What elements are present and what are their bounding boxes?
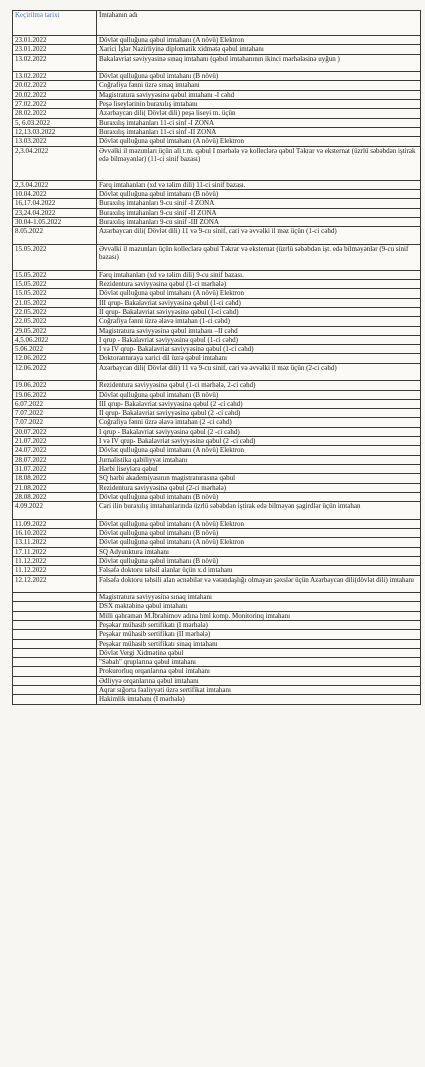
exam-date-cell: [13, 602, 97, 611]
table-row: [13, 298, 421, 307]
exam-name-cell: Peşəkar mühasib sertifikatı sınaq imtahanı: [97, 639, 421, 648]
exam-name-cell: III qrup- Bakalavriat səviyyəsinə qəbul (2 -ci cəhd): [97, 399, 421, 408]
exam-date-cell: 5, 6.03.2022: [13, 118, 97, 127]
table-row: [13, 502, 421, 520]
table-row: [13, 190, 421, 199]
table-row: [13, 556, 421, 565]
exam-date-cell: 11.12.2022: [13, 556, 97, 565]
exam-name-cell: III qrup- Bakalavriat səviyyəsinə qəbul (1-ci cəhd): [97, 298, 421, 307]
exam-date-cell: 13.03.2022: [13, 137, 97, 146]
exam-name-cell: Azərbaycan dili( Dövlət dili) 11 və 9-cu sinif, cari və əvvəlki il məz üçün (2-ci cəhd): [97, 363, 421, 381]
exam-name-cell: Dövlət qulluğuna qəbul imtahanı (B növü): [97, 529, 421, 538]
exam-name-cell: Dövlət qulluğuna qəbul imtahanı (B növü): [97, 556, 421, 565]
exam-name-cell: Buraxılış imtahanları 11-ci sinf -I ZONA: [97, 118, 421, 127]
exam-name-cell: II qrup- Bakalavriat səviyyəsinə qəbul (1-ci cəhd): [97, 307, 421, 316]
table-row: [13, 593, 421, 602]
exam-date-cell: 16,17.04.2022: [13, 199, 97, 208]
table-row: [13, 118, 421, 127]
exam-date-cell: 23,24.04.2022: [13, 208, 97, 217]
exam-name-cell: Coğrafiya fənni üzrə sınaq imtahanı: [97, 81, 421, 90]
table-row: [13, 180, 421, 189]
table-row: [13, 648, 421, 657]
exam-date-cell: 4,5.06.2022: [13, 335, 97, 344]
table-row: [13, 146, 421, 180]
exam-date-cell: [13, 686, 97, 695]
exam-date-cell: 13.11.2022: [13, 538, 97, 547]
exam-date-cell: 21.08.2022: [13, 483, 97, 492]
exam-name-cell: Prokurorluq orqanlarına qəbul imtahanı: [97, 667, 421, 676]
date-column-header: Keçirilmə tarixi: [13, 11, 97, 36]
exam-date-cell: 8.05.2022: [13, 227, 97, 245]
exam-name-cell: Buraxılış imtahanları 9-cu sinif -III ZONA: [97, 217, 421, 226]
exam-name-cell: Dövlət qulluğuna qəbul imtahanı (A növü) Elektron: [97, 519, 421, 528]
exam-name-cell: Ədliyyə orqanlarına qəbul imtahanı: [97, 676, 421, 685]
exam-date-cell: [13, 667, 97, 676]
exam-name-cell: Fərq imtahanları (xd və təlim dili) 11-ci sinif bazası.: [97, 180, 421, 189]
table-row: [13, 90, 421, 99]
exam-name-cell: Fəlsəfə doktoru təhsili alan əcnəbilər və vətəndaşlığı olmayan şəxslər üçün Azərbaycan dili(dövlət dili) imtahanı: [97, 575, 421, 593]
exam-date-cell: 23.01.2022: [13, 45, 97, 54]
exam-name-cell: Rezidentura səviyyəsinə qəbul (2-ci mərhələ): [97, 483, 421, 492]
exam-name-cell: Jurnalistika qabiliyyət imtahanı: [97, 455, 421, 464]
table-header-row: [13, 11, 421, 36]
exam-date-cell: 2,3.04.2022: [13, 146, 97, 180]
table-row: [13, 217, 421, 226]
table-row: [13, 602, 421, 611]
exam-name-cell: Peşə liseylərinin buraxılış imtahanı: [97, 100, 421, 109]
exam-name-cell: Hərbi liseylərə qəbul: [97, 464, 421, 473]
exam-date-cell: 13.02.2022: [13, 54, 97, 72]
exam-name-cell: Magistratura səviyyəsinə qəbul imtahanı -I cəhd: [97, 90, 421, 99]
exam-name-cell: DSX məktəbinə qəbul imtahanı: [97, 602, 421, 611]
exam-name-cell: II qrup- Bakalavriat səviyyəsinə qəbul (2 -ci cəhd): [97, 409, 421, 418]
exam-date-cell: 21.05.2022: [13, 298, 97, 307]
exam-date-cell: 5.06.2022: [13, 345, 97, 354]
exam-date-cell: 29.05.2022: [13, 326, 97, 335]
table-row: [13, 529, 421, 538]
exam-date-cell: 15.05.2022: [13, 270, 97, 279]
exam-name-cell: Əvvəlki il məzunları üçün kolleclərə qəbul Təkrar və eksternat (üzrlü səbəbdən işt. edə bilməyənlər (9-cu sinif bazası): [97, 244, 421, 270]
table-row: [13, 100, 421, 109]
exam-name-cell: Dövlət qulluğuna qəbul imtahanı (B növü): [97, 390, 421, 399]
table-row: [13, 474, 421, 483]
exam-date-cell: 31.07.2022: [13, 464, 97, 473]
table-row: [13, 639, 421, 648]
exam-date-cell: [13, 648, 97, 657]
exam-name-cell: Peşəkar mühasib sertifikatı (I mərhələ): [97, 621, 421, 630]
exam-name-cell: Xarici İşlər Nazirliyinə diplomatik xidmətə qəbul imtahanı: [97, 45, 421, 54]
exam-name-cell: Bakalavriat səviyyəsinə sınaq imtahanı (qəbul imtahanının ikinci mərhələsinə uyğun ): [97, 54, 421, 72]
exam-date-cell: 28.02.2022: [13, 109, 97, 118]
exam-date-cell: 4.09.2022: [13, 502, 97, 520]
exam-name-cell: SQ hərbi akademiyasının magistraturasına qəbul: [97, 474, 421, 483]
table-row: [13, 390, 421, 399]
exam-name-cell: Magistratura səviyyəsinə sınaq imtahanı: [97, 593, 421, 602]
exam-date-cell: 28.08.2022: [13, 492, 97, 501]
exam-date-cell: 15.05.2022: [13, 280, 97, 289]
exam-name-cell: Azərbaycan dili( Dövlət dili) peşə liseyi m. üçün: [97, 109, 421, 118]
exam-date-cell: [13, 695, 97, 704]
exam-date-cell: 17.11.2022: [13, 547, 97, 556]
exam-date-cell: 19.06.2022: [13, 381, 97, 390]
table-row: [13, 137, 421, 146]
table-row: [13, 81, 421, 90]
exam-name-cell: Dövlət qulluğuna qəbul imtahanı (A növü) Elektron: [97, 538, 421, 547]
exam-name-cell: Buraxılış imtahanları 9-cu sinif -I ZONA: [97, 199, 421, 208]
table-row: [13, 363, 421, 381]
table-row: [13, 437, 421, 446]
exam-name-cell: Rezidentura səviyyəsinə qəbul (1-ci mərhələ): [97, 280, 421, 289]
exam-name-cell: Coğrafiya fənni üzrə əlavə imtahan (2 -ci cəhd): [97, 418, 421, 427]
table-row: [13, 621, 421, 630]
exam-date-cell: 22.05.2022: [13, 317, 97, 326]
exam-date-cell: 15.05.2022: [13, 244, 97, 270]
table-row: [13, 227, 421, 245]
table-row: [13, 547, 421, 556]
table-row: [13, 667, 421, 676]
exam-date-cell: 20.07.2022: [13, 427, 97, 436]
table-row: [13, 109, 421, 118]
exam-date-cell: 12.06.2022: [13, 354, 97, 363]
exam-date-cell: 16.10.2022: [13, 529, 97, 538]
exam-name-cell: Əvvəlki il məzunları üçün ali t.m. qəbul I mərhələ və kolleclərə qəbul Təkrar və eksternat (üzrlü səbəbdən iştirak edə bilməyənlər) (11-ci sinif bazası): [97, 146, 421, 180]
exam-date-cell: 19.06.2022: [13, 390, 97, 399]
table-row: [13, 244, 421, 270]
table-row: [13, 538, 421, 547]
exam-date-cell: [13, 658, 97, 667]
exam-date-cell: 7.07.2022: [13, 418, 97, 427]
exam-date-cell: 12,13.03.2022: [13, 127, 97, 136]
table-row: [13, 280, 421, 289]
table-row: [13, 464, 421, 473]
table-row: [13, 289, 421, 298]
table-row: [13, 575, 421, 593]
exam-name-column-header: İmtahanın adı: [97, 11, 421, 36]
exam-name-cell: Aqrar sığorta fəaliyyəti üzrə sertifikat imtahanı: [97, 686, 421, 695]
exam-name-cell: "Səbah" qruplarına qəbul imtahanı: [97, 658, 421, 667]
exam-date-cell: 20.02.2022: [13, 81, 97, 90]
table-row: [13, 270, 421, 279]
exam-name-cell: Rezidentura səviyyəsinə qəbul (1-ci mərhələ, 2-ci cəhd): [97, 381, 421, 390]
exam-name-cell: Fəlsəfə doktoru təhsil alanlar üçün x.d imtahanı: [97, 566, 421, 575]
exam-name-cell: Dövlət Vergi Xidmətinə qəbul: [97, 648, 421, 657]
exam-name-cell: Hakimlik imtahanı (I mərhələ): [97, 695, 421, 704]
exam-date-cell: [13, 639, 97, 648]
exam-name-cell: Buraxılış imtahanları 11-ci sinf -II ZONA: [97, 127, 421, 136]
exam-name-cell: Milli qəhrəman M.İbrahimov adına hml komp. Monitorinq imtahanı: [97, 611, 421, 620]
exam-date-cell: 13.02.2022: [13, 72, 97, 81]
exam-name-cell: Cari ilin buraxılış imtahanlarında üzrlü səbəbdən iştirak edə bilməyən şagirdlər üçün imtahan: [97, 502, 421, 520]
exam-date-cell: 15.05.2022: [13, 289, 97, 298]
table-row: [13, 418, 421, 427]
exam-date-cell: 30.04-1.05.2022: [13, 217, 97, 226]
exam-name-cell: Dövlət qulluğuna qəbul imtahanı (A növü) Elektron: [97, 289, 421, 298]
table-row: [13, 630, 421, 639]
exam-name-cell: SQ Adyunktura imtahanı: [97, 547, 421, 556]
table-row: [13, 658, 421, 667]
exam-date-cell: 18.08.2022: [13, 474, 97, 483]
exam-schedule-table: [12, 10, 421, 705]
table-row: [13, 199, 421, 208]
exam-name-cell: Buraxılış imtahanları 9-cu sinif -II ZONA: [97, 208, 421, 217]
exam-name-cell: Doktoranturaya xarici dil üzrə qəbul imtahanı: [97, 354, 421, 363]
exam-name-cell: Peşəkar mühasib sertifikatı (II mərhələ): [97, 630, 421, 639]
exam-name-cell: Fərq imtahanları (xd və təlim dili) 9-cu sinif bazası.: [97, 270, 421, 279]
exam-date-cell: 27.02.2022: [13, 100, 97, 109]
table-row: [13, 611, 421, 620]
exam-date-cell: 28.07.2022: [13, 455, 97, 464]
exam-name-cell: I və IV qrup- Bakalavriat səviyyəsinə qəbul (1-ci cəhd): [97, 345, 421, 354]
exam-date-cell: [13, 630, 97, 639]
table-row: [13, 399, 421, 408]
table-row: [13, 455, 421, 464]
exam-name-cell: Coğrafiya fənni üzrə əlavə imtahan (1-ci cəhd): [97, 317, 421, 326]
table-row: [13, 446, 421, 455]
exam-name-cell: I qrup - Bakalavriat səviyyəsinə qəbul (2 -ci cəhd): [97, 427, 421, 436]
table-row: [13, 519, 421, 528]
exam-name-cell: Dövlət qulluğuna qəbul imtahanı (A növü) Elektron: [97, 36, 421, 45]
exam-date-cell: 21.07.2022: [13, 437, 97, 446]
exam-name-cell: Magistratura səviyyəsinə qəbul imtahanı –II cəhd: [97, 326, 421, 335]
exam-date-cell: [13, 593, 97, 602]
exam-date-cell: 23.01.2022: [13, 36, 97, 45]
exam-date-cell: 12.06.2022: [13, 363, 97, 381]
table-row: [13, 45, 421, 54]
table-row: [13, 676, 421, 685]
table-row: [13, 307, 421, 316]
table-row: [13, 326, 421, 335]
table-row: [13, 686, 421, 695]
table-row: [13, 409, 421, 418]
exam-name-cell: I və IV qrup- Bakalavriat səviyyəsinə qəbul (2 -ci cəhd): [97, 437, 421, 446]
exam-date-cell: 24.07.2022: [13, 446, 97, 455]
exam-name-cell: Dövlət qulluğuna qəbul imtahanı (B növü): [97, 492, 421, 501]
exam-name-cell: Azərbaycan dili( Dövlət dili) 11 və 9-cu sinif, cari və əvvəlki il məz üçün (1-ci cəhd): [97, 227, 421, 245]
table-row: [13, 695, 421, 704]
exam-date-cell: [13, 676, 97, 685]
table-row: [13, 36, 421, 45]
exam-name-cell: Dövlət qulluğuna qəbul imtahanı (B növü): [97, 190, 421, 199]
exam-date-cell: 11.12.2022: [13, 566, 97, 575]
table-row: [13, 208, 421, 217]
exam-schedule-sheet: [12, 10, 420, 705]
table-row: [13, 354, 421, 363]
exam-name-cell: I qrup - Bakalavriat səviyyəsinə qəbul (1-ci cəhd): [97, 335, 421, 344]
exam-date-cell: 2,3.04.2022: [13, 180, 97, 189]
exam-date-cell: 11.09.2022: [13, 519, 97, 528]
exam-date-cell: 22.05.2022: [13, 307, 97, 316]
exam-name-cell: Dövlət qulluğuna qəbul imtahanı (B növü): [97, 72, 421, 81]
table-row: [13, 317, 421, 326]
exam-date-cell: 6.07.2022: [13, 399, 97, 408]
exam-name-cell: Dövlət qulluğuna qəbul imtahanı (A növü) Elektron: [97, 446, 421, 455]
table-row: [13, 427, 421, 436]
table-row: [13, 345, 421, 354]
table-row: [13, 566, 421, 575]
exam-date-cell: 12.12.2022: [13, 575, 97, 593]
exam-date-cell: [13, 621, 97, 630]
table-row: [13, 335, 421, 344]
table-row: [13, 381, 421, 390]
exam-date-cell: [13, 611, 97, 620]
exam-date-cell: 7.07.2022: [13, 409, 97, 418]
exam-date-cell: 20.02.2022: [13, 90, 97, 99]
table-row: [13, 54, 421, 72]
exam-name-cell: Dövlət qulluğuna qəbul imtahanı (A növü) Elektron: [97, 137, 421, 146]
exam-date-cell: 10.04.2022: [13, 190, 97, 199]
exam-rows: [13, 36, 421, 705]
table-row: [13, 492, 421, 501]
table-row: [13, 72, 421, 81]
table-row: [13, 483, 421, 492]
table-row: [13, 127, 421, 136]
